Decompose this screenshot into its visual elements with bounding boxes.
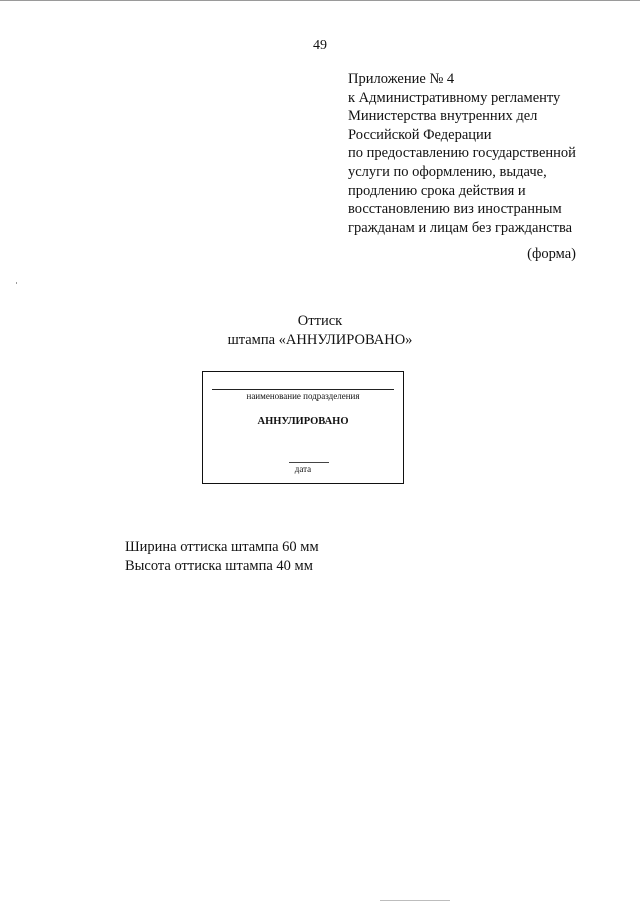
scan-speck (380, 900, 450, 901)
scan-speck (16, 282, 17, 284)
appendix-line: Российской Федерации (348, 126, 492, 143)
appendix-line: гражданам и лицам без гражданства (348, 219, 573, 236)
appendix-line: по предоставлению государственной (348, 145, 576, 162)
stamp-dimensions (125, 538, 319, 575)
appendix-line: Приложение № 4 (348, 71, 455, 87)
stamp-annulled-word: АННУЛИРОВАНО (257, 416, 349, 427)
stamp-date-line (289, 462, 329, 463)
appendix-line: восстановлению виз иностранным (348, 201, 562, 218)
appendix-line: к Административному регламенту (348, 89, 561, 106)
stamp-height-text: Высота оттиска штампа 40 мм (125, 557, 313, 574)
stamp-date-label: дата (294, 464, 312, 474)
stamp-subdivision-line (212, 389, 394, 390)
scan-top-edge (0, 0, 640, 1)
stamp-subdivision-label: наименование подразделения (246, 391, 360, 401)
stamp-impression (202, 371, 404, 484)
form-label: (форма) (527, 246, 576, 262)
appendix-line: услуги по оформлению, выдаче, (348, 163, 547, 180)
appendix-heading (348, 70, 576, 237)
stamp-title (0, 312, 640, 349)
stamp-title-line2: штампа «АННУЛИРОВАНО» (227, 331, 413, 348)
stamp-width-text: Ширина оттиска штампа 60 мм (125, 539, 319, 555)
page-number: 49 (313, 38, 327, 53)
appendix-line: Министерства внутренних дел (348, 108, 538, 125)
appendix-line: продлению срока действия и (348, 182, 526, 199)
stamp-title-line1: Оттиск (297, 313, 343, 329)
